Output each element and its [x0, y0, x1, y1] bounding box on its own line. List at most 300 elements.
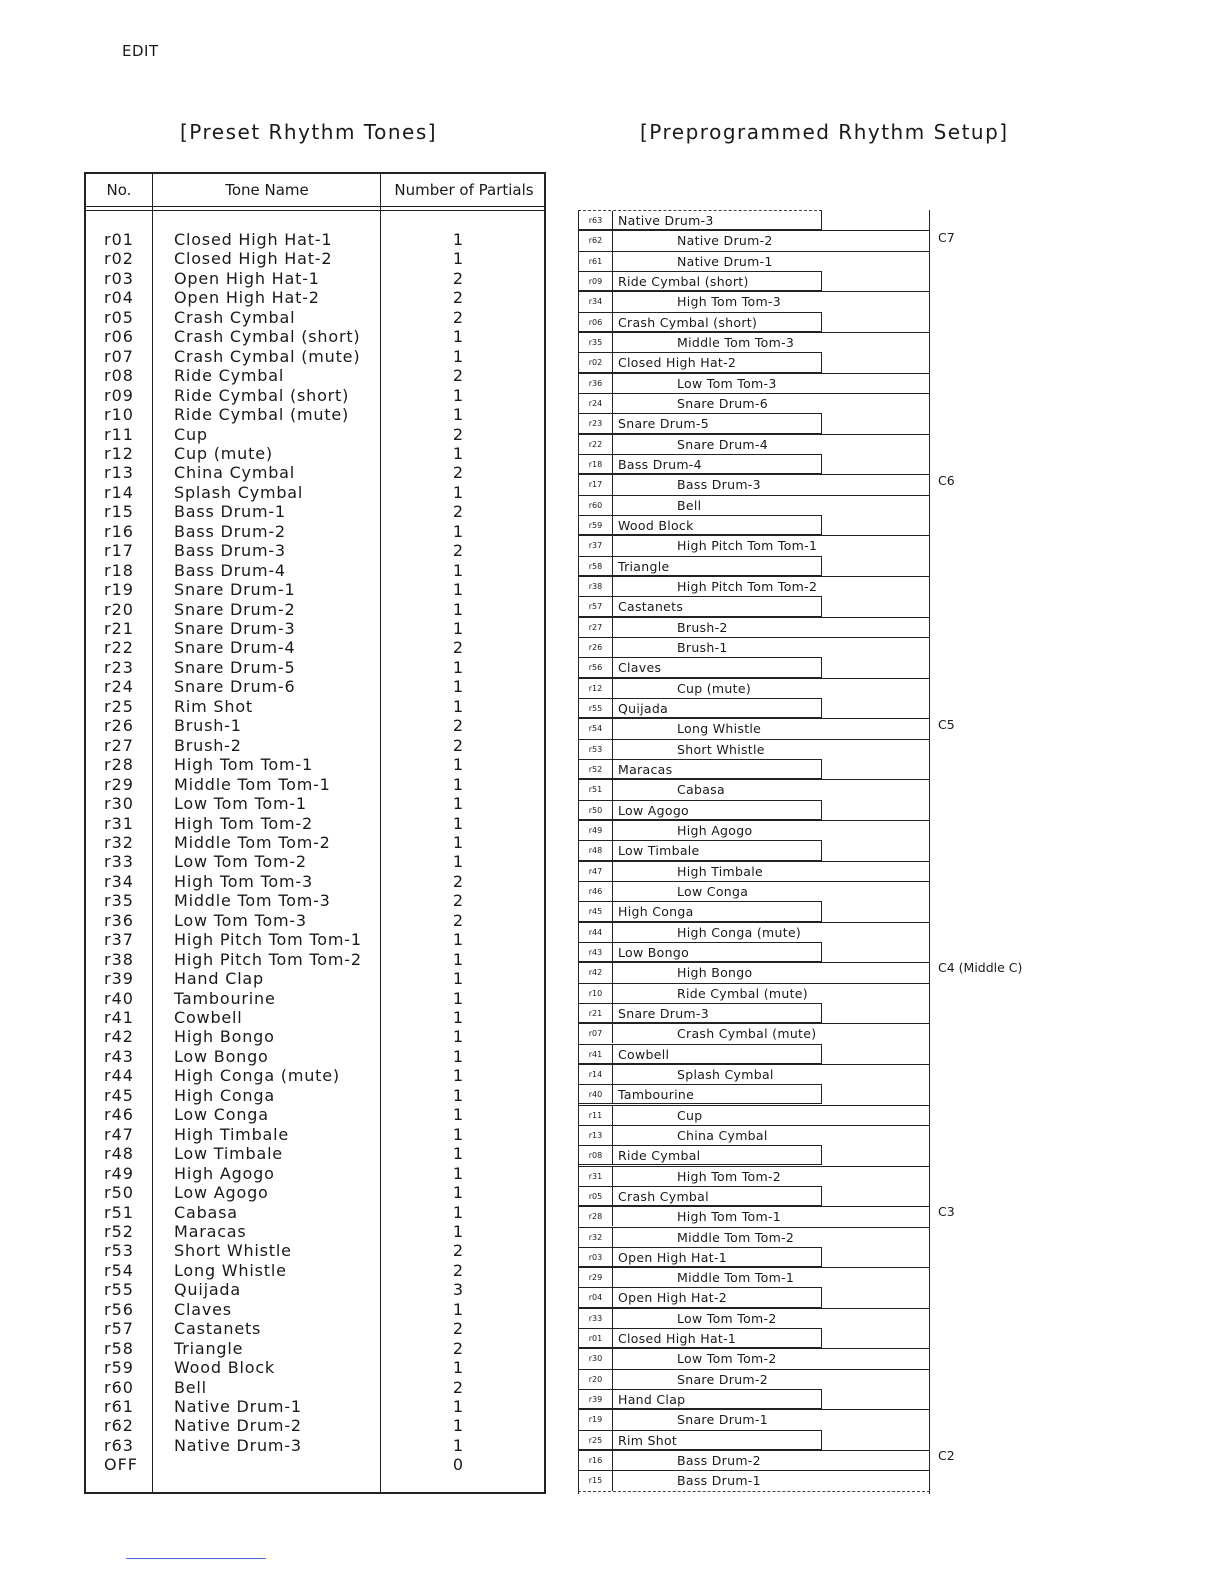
tone-name: China Cymbal [174, 463, 296, 483]
key-number: r55 [579, 699, 613, 717]
key-r33 [578, 1308, 930, 1328]
key-number: r50 [579, 801, 613, 819]
page-header: EDIT [122, 42, 159, 60]
tone-number: r55 [104, 1280, 134, 1300]
tone-number: r43 [104, 1046, 134, 1066]
partials-count: 2 [452, 366, 464, 386]
key-tone-name: Low Timbale [618, 843, 700, 859]
partials-count: 2 [452, 891, 464, 911]
key-r01 [578, 1328, 822, 1348]
partials-count: 1 [452, 1358, 464, 1378]
tone-number: r06 [104, 327, 134, 347]
partials-count: 3 [452, 1280, 464, 1300]
table-row [86, 308, 544, 328]
key-number: r43 [579, 943, 613, 961]
tone-number: r02 [104, 249, 134, 269]
key-r36 [578, 373, 930, 393]
tone-number: r13 [104, 463, 134, 483]
table-row [86, 755, 544, 775]
octave-label: C2 [938, 1448, 955, 1463]
tone-name: High Agogo [174, 1163, 275, 1183]
partials-count: 1 [452, 1008, 464, 1027]
table-row [86, 444, 544, 464]
key-tone-name: Hand Clap [618, 1392, 686, 1408]
table-row [86, 1241, 544, 1261]
tone-number: r41 [104, 1008, 134, 1027]
tone-number: r49 [104, 1163, 134, 1183]
key-number: r35 [579, 333, 613, 352]
table-row [86, 1261, 544, 1281]
key-number: r45 [579, 902, 613, 920]
partials-count: 1 [452, 230, 464, 249]
partials-count: 1 [452, 696, 464, 716]
key-r43 [578, 942, 822, 962]
key-number: r46 [579, 882, 613, 901]
key-number: r08 [579, 1146, 613, 1164]
key-tone-name: Open High Hat-1 [618, 1249, 727, 1265]
key-number: r54 [579, 719, 613, 738]
tone-name: Wood Block [174, 1358, 275, 1378]
tone-name: High Tom Tom-2 [174, 813, 313, 833]
key-r04 [578, 1287, 822, 1307]
key-number: r27 [579, 618, 613, 637]
partials-count: 2 [452, 307, 464, 327]
key-r07 [578, 1023, 930, 1043]
key-r51 [578, 779, 930, 799]
table-row [86, 347, 544, 367]
key-r29 [578, 1267, 930, 1287]
key-tone-name: Closed High Hat-2 [618, 355, 737, 371]
tone-number: r52 [104, 1221, 134, 1241]
key-tone-name: Bass Drum-1 [677, 1473, 761, 1489]
key-r25 [578, 1430, 822, 1450]
key-tone-name: Crash Cymbal [618, 1188, 709, 1204]
tone-number: r48 [104, 1144, 134, 1164]
key-number: r21 [579, 1004, 613, 1022]
key-r12 [578, 678, 930, 698]
tone-name: Cup (mute) [174, 443, 273, 463]
partials-count: 1 [452, 1105, 464, 1125]
partials-count: 1 [452, 774, 464, 794]
tone-name: Crash Cymbal [174, 307, 296, 327]
tone-number: r01 [104, 230, 134, 249]
partials-count: 1 [452, 813, 464, 833]
partials-count: 2 [452, 1241, 464, 1261]
keyboard-bottom-edge [578, 1491, 930, 1492]
tone-number: r60 [104, 1377, 134, 1397]
key-number: r17 [579, 475, 613, 494]
key-number: r34 [579, 292, 613, 311]
key-number: r16 [579, 1451, 613, 1470]
partials-count: 1 [452, 852, 464, 872]
tone-name: Low Tom Tom-2 [174, 852, 307, 872]
key-tone-name: Closed High Hat-1 [618, 1331, 737, 1347]
table-row [86, 1397, 544, 1417]
key-r16 [578, 1450, 930, 1470]
key-r32 [578, 1227, 930, 1247]
partials-count: 1 [452, 1202, 464, 1222]
partials-count: 2 [452, 1377, 464, 1397]
tone-number: r21 [104, 619, 134, 638]
tone-number: r38 [104, 949, 134, 969]
table-row [86, 1105, 544, 1125]
col-header-no: No. [106, 181, 132, 199]
tone-name: High Tom Tom-3 [174, 871, 313, 891]
tone-number: r22 [104, 638, 134, 658]
tone-name: Middle Tom Tom-3 [174, 891, 331, 911]
tone-name: Brush-2 [174, 735, 242, 755]
table-row [86, 386, 544, 406]
key-tone-name: Ride Cymbal (short) [618, 273, 749, 289]
key-number: r28 [579, 1207, 613, 1226]
key-tone-name: Middle Tom Tom-2 [677, 1229, 795, 1245]
tone-number: r19 [104, 580, 134, 600]
key-tone-name: Rim Shot [618, 1432, 678, 1448]
key-r28 [578, 1206, 930, 1226]
key-tone-name: Triangle [618, 558, 670, 574]
partials-count: 2 [452, 1319, 464, 1339]
table-row [86, 327, 544, 347]
tone-name: High Pitch Tom Tom-2 [174, 949, 362, 969]
key-tone-name: Low Tom Tom-2 [677, 1310, 777, 1326]
key-tone-name: Quijada [618, 700, 669, 716]
key-r09 [578, 271, 822, 291]
key-r54 [578, 718, 930, 738]
table-row [86, 930, 544, 950]
tone-name: Low Tom Tom-1 [174, 794, 307, 814]
tone-name: Open High Hat-2 [174, 288, 320, 308]
key-tone-name: High Tom Tom-2 [677, 1168, 782, 1184]
key-r41 [578, 1044, 822, 1064]
partials-count: 1 [452, 521, 464, 541]
table-row [86, 950, 544, 970]
tone-number: OFF [104, 1455, 138, 1475]
table-row [86, 1008, 544, 1028]
tone-name: Hand Clap [174, 969, 264, 989]
table-row [86, 483, 544, 503]
table-row [86, 600, 544, 620]
tone-name: Brush-1 [174, 716, 242, 736]
tone-number: r53 [104, 1241, 134, 1261]
tone-name: Snare Drum-3 [174, 619, 296, 638]
tone-name: Tambourine [174, 988, 276, 1008]
tone-name: Cowbell [174, 1008, 243, 1027]
key-r56 [578, 657, 822, 677]
tone-number: r35 [104, 891, 134, 911]
key-tone-name: Cup [677, 1107, 703, 1123]
tone-number: r07 [104, 346, 134, 366]
tone-number: r27 [104, 735, 134, 755]
partials-count: 2 [452, 735, 464, 755]
key-number: r03 [579, 1248, 613, 1266]
table-row [86, 716, 544, 736]
key-tone-name: Low Conga [677, 883, 749, 899]
key-number: r30 [579, 1349, 613, 1368]
key-r22 [578, 434, 930, 454]
table-row [86, 1027, 544, 1047]
key-number: r37 [579, 536, 613, 555]
table-row [86, 658, 544, 678]
partials-count: 1 [452, 677, 464, 697]
table-row [86, 249, 544, 269]
key-r62 [578, 230, 930, 250]
table-row [86, 833, 544, 853]
key-tone-name: Long Whistle [677, 721, 762, 737]
table-row [86, 1455, 544, 1475]
key-tone-name: Splash Cymbal [677, 1066, 774, 1082]
key-r18 [578, 454, 822, 474]
key-tone-name: Native Drum-2 [677, 233, 773, 249]
key-r39 [578, 1389, 822, 1409]
table-row [86, 989, 544, 1009]
key-r24 [578, 393, 930, 413]
key-tone-name: Native Drum-3 [618, 213, 714, 228]
key-tone-name: Maracas [618, 761, 673, 777]
partials-count: 1 [452, 988, 464, 1008]
key-r10 [578, 983, 930, 1003]
octave-label: C7 [938, 230, 955, 245]
key-number: r09 [579, 272, 613, 290]
partials-count: 1 [452, 1183, 464, 1203]
key-number: r14 [579, 1065, 613, 1084]
key-number: r58 [579, 557, 613, 575]
key-tone-name: Middle Tom Tom-3 [677, 334, 795, 350]
key-tone-name: Bass Drum-2 [677, 1453, 761, 1469]
tone-number: r44 [104, 1066, 134, 1086]
tone-name: Cup [174, 424, 208, 444]
table-row [86, 1358, 544, 1378]
partials-count: 1 [452, 619, 464, 638]
key-tone-name: Castanets [618, 599, 684, 615]
partials-count: 1 [452, 1435, 464, 1455]
key-number: r11 [579, 1106, 613, 1125]
partials-count: 1 [452, 1144, 464, 1164]
tone-number: r04 [104, 288, 134, 308]
tone-name: Claves [174, 1299, 232, 1319]
key-number: r25 [579, 1431, 613, 1449]
partials-count: 1 [452, 930, 464, 950]
table-row [86, 1280, 544, 1300]
key-r42 [578, 962, 930, 982]
key-tone-name: Ride Cymbal [618, 1148, 701, 1164]
key-number: r59 [579, 516, 613, 534]
key-number: r47 [579, 862, 613, 881]
tone-number: r24 [104, 677, 134, 697]
table-row [86, 580, 544, 600]
partials-count: 1 [452, 1066, 464, 1086]
tone-number: r18 [104, 560, 134, 580]
partials-count: 2 [452, 1260, 464, 1280]
key-r60 [578, 495, 930, 515]
tone-number: r42 [104, 1027, 134, 1047]
table-row [86, 230, 544, 250]
key-number: r41 [579, 1045, 613, 1063]
tone-number: r51 [104, 1202, 134, 1222]
tone-name: Low Conga [174, 1105, 269, 1125]
key-r48 [578, 840, 822, 860]
key-r13 [578, 1125, 930, 1145]
partials-count: 1 [452, 794, 464, 814]
table-row [86, 502, 544, 522]
tone-name: Low Agogo [174, 1183, 269, 1203]
key-tone-name: Snare Drum-3 [618, 1005, 709, 1021]
table-header [86, 174, 544, 207]
table-row [86, 425, 544, 445]
key-number: r02 [579, 353, 613, 371]
table-row [86, 405, 544, 425]
tone-name: Native Drum-1 [174, 1397, 302, 1416]
octave-label: C6 [938, 473, 955, 488]
key-number: r57 [579, 597, 613, 615]
key-r20 [578, 1369, 930, 1389]
table-row [86, 697, 544, 717]
key-tone-name: High Bongo [677, 965, 753, 981]
partials-count: 1 [452, 1397, 464, 1416]
key-r11 [578, 1105, 930, 1125]
tone-name: Bass Drum-2 [174, 521, 286, 541]
partials-count: 1 [452, 969, 464, 989]
tone-name: High Pitch Tom Tom-1 [174, 930, 362, 950]
key-r26 [578, 637, 930, 657]
tone-name: Ride Cymbal (mute) [174, 405, 350, 425]
key-tone-name: Snare Drum-2 [677, 1371, 768, 1387]
table-row [86, 736, 544, 756]
tone-name: Quijada [174, 1280, 241, 1300]
tone-name: Splash Cymbal [174, 482, 304, 502]
preset-title: [Preset Rhythm Tones] [180, 120, 438, 144]
key-r03 [578, 1247, 822, 1267]
tone-number: r23 [104, 657, 134, 677]
tone-number: r30 [104, 794, 134, 814]
col-header-partials: Number of Partials [394, 181, 534, 199]
key-tone-name: Snare Drum-6 [677, 395, 768, 411]
tone-name: Maracas [174, 1221, 247, 1241]
table-row [86, 969, 544, 989]
tone-number: r28 [104, 755, 134, 775]
key-r45 [578, 901, 822, 921]
partials-count: 2 [452, 268, 464, 288]
tone-number: r45 [104, 1085, 134, 1105]
tone-number: r36 [104, 910, 134, 930]
tone-name: Native Drum-3 [174, 1435, 302, 1455]
partials-count: 2 [452, 502, 464, 522]
key-number: r53 [579, 740, 613, 759]
key-number: r44 [579, 923, 613, 942]
key-number: r61 [579, 252, 613, 271]
col-header-name: Tone Name [225, 181, 309, 199]
key-r61 [578, 251, 930, 271]
key-tone-name: Bass Drum-3 [677, 477, 761, 493]
header-double-rule [86, 210, 544, 211]
key-tone-name: Tambourine [618, 1087, 695, 1103]
tone-number: r33 [104, 852, 134, 872]
tone-number: r39 [104, 969, 134, 989]
key-number: r15 [579, 1471, 613, 1490]
key-tone-name: Ride Cymbal (mute) [677, 985, 808, 1001]
key-number: r40 [579, 1085, 613, 1103]
tone-name: High Timbale [174, 1124, 290, 1144]
tone-name: Low Bongo [174, 1046, 269, 1066]
partials-count: 1 [452, 755, 464, 775]
key-r59 [578, 515, 822, 535]
tone-name: Bass Drum-4 [174, 560, 286, 580]
tone-number: r31 [104, 813, 134, 833]
partials-count: 1 [452, 1027, 464, 1047]
tone-number: r17 [104, 541, 134, 561]
tone-number: r12 [104, 443, 134, 463]
tone-name: Middle Tom Tom-1 [174, 774, 331, 794]
key-r37 [578, 535, 930, 555]
rhythm-setup-keyboard [578, 210, 938, 1494]
key-number: r12 [579, 679, 613, 698]
tone-name: Low Timbale [174, 1144, 283, 1164]
tone-name: Closed High Hat-1 [174, 230, 333, 249]
table-row [86, 366, 544, 386]
tone-number: r47 [104, 1124, 134, 1144]
key-r19 [578, 1409, 930, 1429]
tone-number: r58 [104, 1338, 134, 1358]
key-tone-name: High Timbale [677, 863, 763, 879]
tone-number: r37 [104, 930, 134, 950]
tone-name: High Conga (mute) [174, 1066, 340, 1086]
tone-name: Closed High Hat-2 [174, 249, 333, 269]
key-tone-name: High Tom Tom-1 [677, 1209, 782, 1225]
key-r17 [578, 474, 930, 494]
key-tone-name: High Conga (mute) [677, 924, 802, 940]
key-tone-name: High Pitch Tom Tom-2 [677, 578, 818, 594]
key-r55 [578, 698, 822, 718]
key-tone-name: Short Whistle [677, 741, 765, 757]
partials-count: 2 [452, 424, 464, 444]
partials-count: 1 [452, 327, 464, 347]
partials-count: 2 [452, 288, 464, 308]
table-row [86, 1203, 544, 1223]
partials-count: 2 [452, 463, 464, 483]
table-row [86, 1222, 544, 1242]
tone-name: Crash Cymbal (short) [174, 327, 361, 347]
tone-name: Snare Drum-5 [174, 657, 296, 677]
octave-label: C4 (Middle C) [938, 960, 1023, 975]
key-r58 [578, 556, 822, 576]
table-row [86, 911, 544, 931]
key-number: r62 [579, 231, 613, 250]
key-number: r18 [579, 455, 613, 473]
key-tone-name: Cabasa [677, 782, 725, 798]
table-row [86, 1086, 544, 1106]
key-number: r31 [579, 1167, 613, 1186]
tone-number: r34 [104, 871, 134, 891]
key-number: r24 [579, 394, 613, 413]
octave-label: C5 [938, 717, 955, 732]
key-r08 [578, 1145, 822, 1165]
tone-number: r15 [104, 502, 134, 522]
key-number: r06 [579, 313, 613, 331]
key-tone-name: High Agogo [677, 822, 753, 838]
table-row [86, 269, 544, 289]
key-number: r01 [579, 1329, 613, 1347]
partials-count: 0 [452, 1455, 464, 1475]
tone-name: Long Whistle [174, 1260, 287, 1280]
table-row [86, 1436, 544, 1456]
key-number: r07 [579, 1024, 613, 1043]
tone-name: Crash Cymbal (mute) [174, 346, 361, 366]
table-row [86, 1125, 544, 1145]
partials-count: 2 [452, 910, 464, 930]
tone-name: Snare Drum-2 [174, 599, 296, 619]
key-tone-name: Brush-2 [677, 619, 728, 635]
key-number: r29 [579, 1268, 613, 1287]
table-row [86, 619, 544, 639]
